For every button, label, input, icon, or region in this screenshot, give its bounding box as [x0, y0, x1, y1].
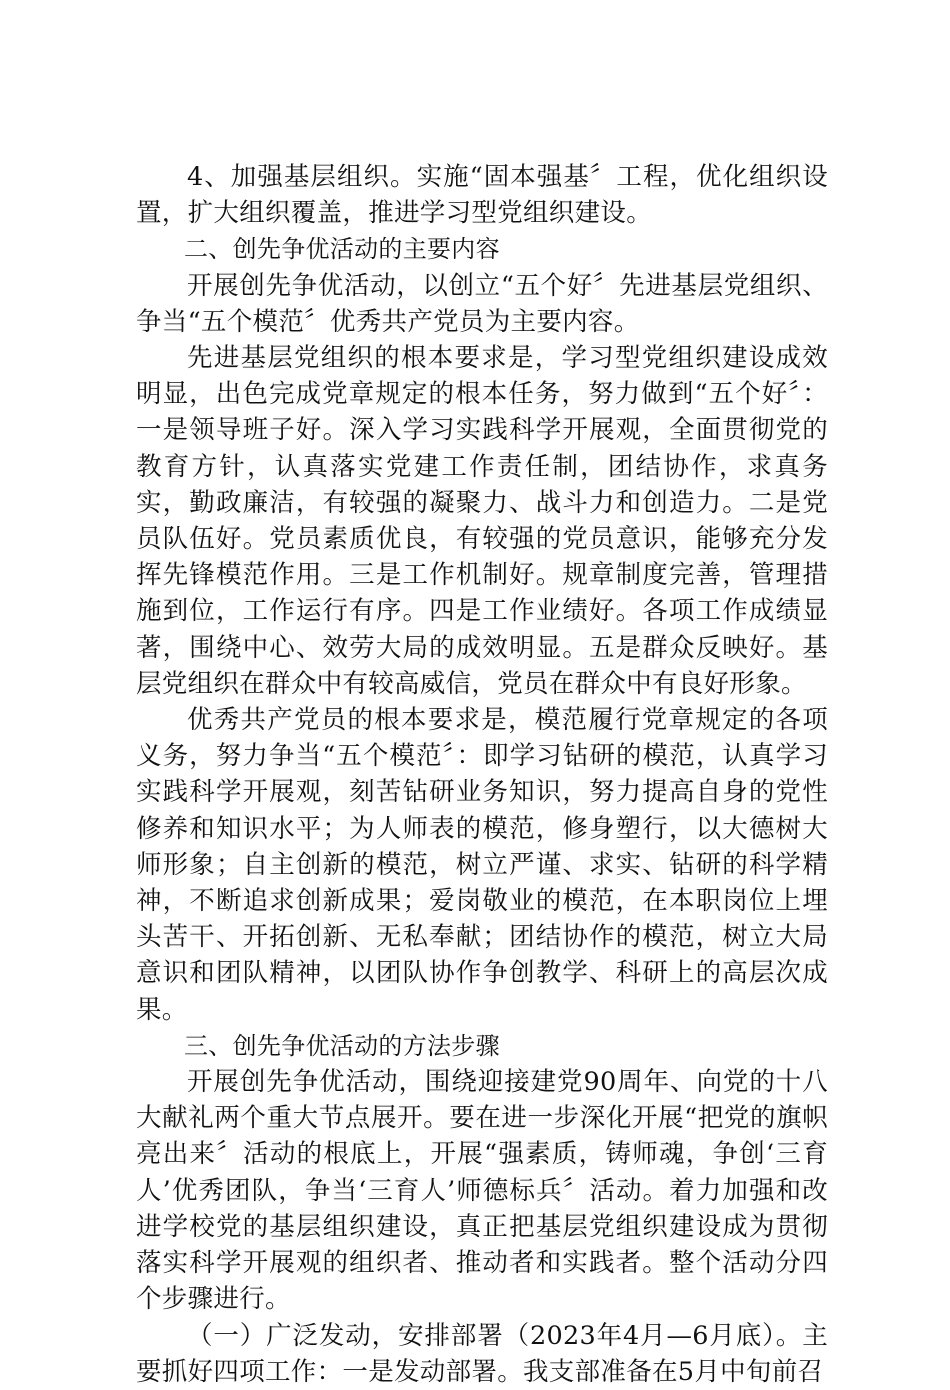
document-body: [136, 159, 828, 1390]
paragraph-five-models: 优秀共产党员的根本要求是，模范履行党章规定的各项义务，努力争当“五个模范〞：即学习钻研的模范，认真学习实践科学开展观，刻苦钻研业务知识，努力提高自身的党性修养和知识水平；为人师表的模范，修身塑行，以大德树大师形象；自主创新的模范，树立严谨、求实、钻研的科学精神，不断追求创新成果；爱岗敬业的模范，在本职岗位上埋头苦干、开拓创新、无私奉献；团结协作的模范，树立大局意识和团队精神，以团队协作争创教学、科研上的高层次成果。: [136, 705, 828, 1025]
paragraph-step-one: （一）广泛发动，安排部署（2023年4月—6月底）。主要抓好四项工作：一是发动部署。我支部准备在5月中旬前召: [136, 1320, 828, 1387]
section-heading-methods-steps: 三、创先争优活动的方法步骤: [184, 1031, 500, 1060]
paragraph-activity-nodes: 开展创先争优活动，围绕迎接建党90周年、向党的十八大献礼两个重大节点展开。要在进一步深化开展“把党的旗帜亮出来〞活动的根底上，开展“强素质，铸师魂，争创‘三育人’优秀团队，争当‘三育人’师德标兵〞活动。着力加强和改进学校党的基层组织建设，真正把基层党组织建设成为贯彻落实科学开展观的组织者、推动者和实践者。整个活动分四个步骤进行。: [136, 1067, 828, 1315]
paragraph-activity-content: 开展创先争优活动，以创立“五个好〞先进基层党组织、争当“五个模范〞优秀共产党员为主要内容。: [136, 270, 828, 337]
paragraph-five-goods: 先进基层党组织的根本要求是，学习型党组织建设成效明显，出色完成党章规定的根本任务，努力做到“五个好〞：一是领导班子好。深入学习实践科学开展观，全面贯彻党的教育方针，认真落实党建工作责任制，团结协作，求真务实，勤政廉洁，有较强的凝聚力、战斗力和创造力。二是党员队伍好。党员素质优良，有较强的党员意识，能够充分发挥先锋模范作用。三是工作机制好。规章制度完善，管理措施到位，工作运行有序。四是工作业绩好。各项工作成绩显著，围绕中心、效劳大局的成效明显。五是群众反映好。基层党组织在群众中有较高威信，党员在群众中有良好形象。: [136, 343, 828, 699]
paragraph-strengthen-grassroots: 4、加强基层组织。实施“固本强基〞工程，优化组织设置，扩大组织覆盖，推进学习型党组织建设。: [136, 162, 828, 229]
section-heading-main-content: 二、创先争优活动的主要内容: [184, 235, 500, 264]
